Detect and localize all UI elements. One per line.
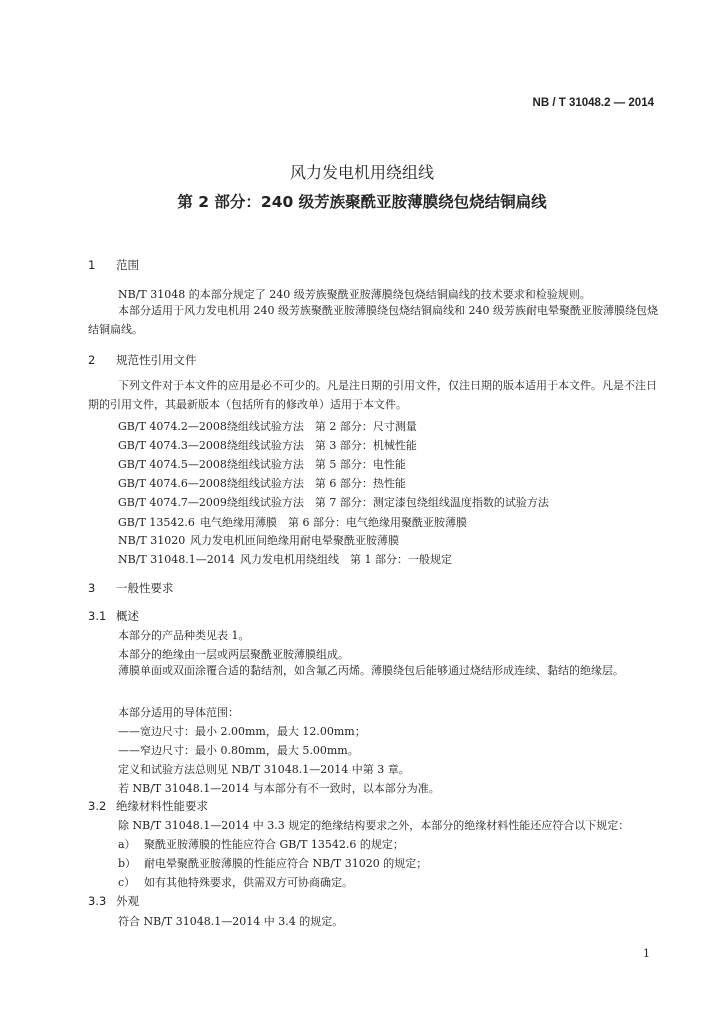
list-item bbox=[118, 836, 404, 852]
subsection-3-1-heading bbox=[88, 608, 139, 624]
reference-code: NB/T 31048.1—2014 bbox=[118, 553, 235, 566]
reference-item bbox=[118, 456, 406, 472]
paragraph: 除 NB/T 31048.1—2014 中 3.3 规定的绝缘结构要求之外，本部分的绝缘材料性能还应符合以下规定： bbox=[118, 819, 630, 832]
section-3-heading bbox=[88, 580, 174, 596]
section-2-heading bbox=[88, 352, 197, 368]
reference-item bbox=[118, 514, 467, 530]
reference-item bbox=[118, 551, 452, 567]
list-label: b） bbox=[118, 857, 137, 870]
reference-item bbox=[118, 475, 406, 491]
reference-code: GB/T 4074.5—2008 bbox=[118, 458, 227, 471]
list-text: 聚酰亚胺薄膜的性能应符合 GB/T 13542.6 的规定； bbox=[144, 838, 404, 851]
list-item: ——宽边尺寸：最小 2.00mm，最大 12.00mm； bbox=[118, 725, 366, 738]
section-1-para-1: NB/T 31048 的本部分规定了 240 级芳族聚酰亚胺薄膜绕包烧结铜扁线的技术要求和检验规则。 bbox=[118, 288, 591, 301]
section-1-para-2: 本部分适用于风力发电机用 240 级芳族聚酰亚胺薄膜绕包烧结铜扁线和 240 级芳族耐电晕聚酰亚胺薄膜绕包烧结铜扁线。 bbox=[88, 304, 658, 336]
document-title-line2: 第 2 部分：240 级芳族聚酰亚胺薄膜绕包烧结铜扁线 bbox=[177, 193, 547, 211]
section-number: 3 bbox=[88, 581, 96, 595]
section-title: 一般性要求 bbox=[116, 581, 174, 595]
paragraph: 若 NB/T 31048.1—2014 与本部分有不一致时，以本部分为准。 bbox=[118, 782, 440, 795]
reference-item bbox=[118, 532, 399, 548]
section-number: 3.1 bbox=[88, 609, 107, 623]
reference-code: GB/T 4074.6—2008 bbox=[118, 477, 227, 490]
paragraph: 本部分的产品种类见表 1。 bbox=[118, 629, 250, 642]
reference-item bbox=[118, 418, 417, 434]
section-2-intro: 下列文件对于本文件的应用是必不可少的。凡是注日期的引用文件，仅注日期的版本适用于本文件。凡是不注日期的引用文件，其最新版本（包括所有的修改单）适用于本文件。 bbox=[88, 379, 657, 411]
reference-item bbox=[118, 437, 417, 453]
paragraph: 薄膜单面或双面涂覆合适的黏结剂，如含氟乙丙烯。薄膜绕包后能够通过烧结形成连续、黏结的绝缘层。 bbox=[118, 664, 624, 677]
list-item: ——窄边尺寸：最小 0.80mm，最大 5.00mm。 bbox=[118, 744, 359, 757]
section-title: 绝缘材料性能要求 bbox=[116, 799, 208, 813]
section-number: 1 bbox=[88, 258, 96, 272]
list-label: a） bbox=[118, 838, 136, 851]
paragraph: 符合 NB/T 31048.1—2014 中 3.4 的规定。 bbox=[118, 915, 344, 928]
page-number: 1 bbox=[643, 947, 650, 960]
reference-code: GB/T 4074.7—2009 bbox=[118, 496, 227, 509]
reference-item bbox=[118, 494, 549, 510]
section-title: 概述 bbox=[116, 609, 139, 623]
paragraph: 本部分适用的导体范围： bbox=[118, 706, 239, 719]
reference-title: 风力发电机用绕组线 第 1 部分：一般规定 bbox=[240, 553, 452, 566]
list-item bbox=[118, 874, 353, 890]
reference-title: 绕组线试验方法 第 3 部分：机械性能 bbox=[226, 439, 417, 452]
section-title: 范围 bbox=[116, 258, 139, 272]
subsection-3-3-heading bbox=[88, 893, 139, 909]
reference-title: 绕组线试验方法 第 7 部分：测定漆包绕组线温度指数的试验方法 bbox=[226, 496, 549, 509]
standard-code: NB / T 31048.2 — 2014 bbox=[532, 97, 654, 109]
reference-code: NB/T 31020 bbox=[118, 534, 186, 547]
reference-code: GB/T 13542.6 bbox=[118, 516, 195, 529]
paragraph: 本部分的绝缘由一层或两层聚酰亚胺薄膜组成。 bbox=[118, 648, 349, 661]
list-text: 耐电晕聚酰亚胺薄膜的性能应符合 NB/T 31020 的规定； bbox=[144, 857, 428, 870]
section-number: 3.3 bbox=[88, 894, 107, 908]
reference-title: 绕组线试验方法 第 6 部分：热性能 bbox=[226, 477, 406, 490]
list-label: c） bbox=[118, 876, 136, 889]
list-text: 如有其他特殊要求，供需双方可协商确定。 bbox=[144, 876, 353, 889]
paragraph: 定义和试验方法总则见 NB/T 31048.1—2014 中第 3 章。 bbox=[118, 763, 410, 776]
reference-code: GB/T 4074.2—2008 bbox=[118, 420, 227, 433]
section-number: 3.2 bbox=[88, 799, 107, 813]
reference-title: 绕组线试验方法 第 2 部分：尺寸测量 bbox=[226, 420, 417, 433]
reference-title: 绕组线试验方法 第 5 部分：电性能 bbox=[226, 458, 406, 471]
reference-title: 电气绝缘用薄膜 第 6 部分：电气绝缘用聚酰亚胺薄膜 bbox=[200, 516, 467, 529]
section-title: 规范性引用文件 bbox=[116, 353, 197, 367]
document-title-line1: 风力发电机用绕组线 bbox=[289, 163, 434, 182]
list-item bbox=[118, 855, 427, 871]
section-1-heading bbox=[88, 257, 139, 273]
subsection-3-2-heading bbox=[88, 798, 208, 814]
reference-title: 风力发电机匝间绝缘用耐电晕聚酰亚胺薄膜 bbox=[190, 534, 399, 547]
reference-code: GB/T 4074.3—2008 bbox=[118, 439, 227, 452]
section-title: 外观 bbox=[116, 894, 139, 908]
section-number: 2 bbox=[88, 353, 96, 367]
